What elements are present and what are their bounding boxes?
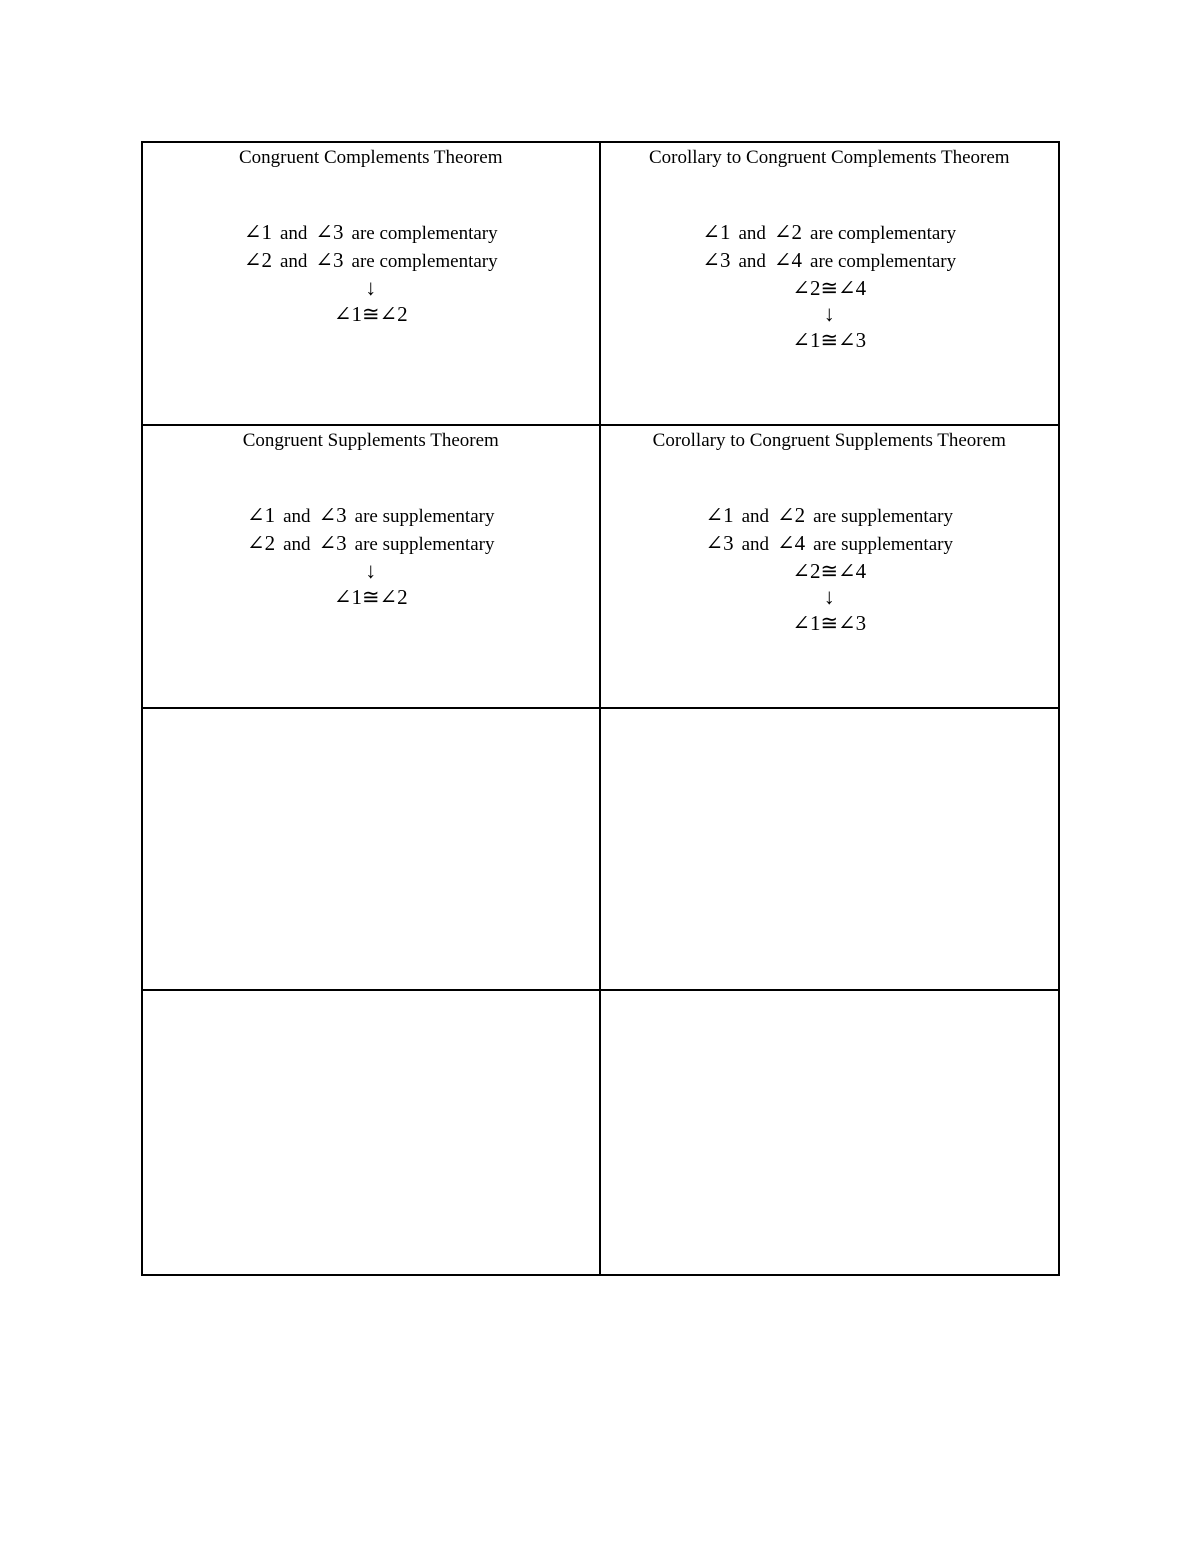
statement-line-1: ∠1 and ∠2 are complementary <box>702 220 957 244</box>
empty-card <box>601 991 1059 1274</box>
card-congruent-complements <box>143 143 601 426</box>
statement-line-1: ∠1 and ∠3 are complementary <box>243 220 498 244</box>
down-arrow-icon: ↓ <box>365 275 377 300</box>
statement-line-2: ∠3 and ∠4 are supplementary <box>705 530 953 555</box>
statement-line-2: ∠3 and ∠4 are complementary <box>702 248 957 272</box>
given-congruence: ∠2≅∠4 <box>792 558 867 583</box>
conclusion: ∠1≅∠2 <box>333 302 408 326</box>
conclusion: ∠1≅∠3 <box>792 610 867 635</box>
card-congruent-supplements <box>143 426 601 709</box>
card-title: Corollary to Congruent Supplements Theorem <box>652 429 1006 451</box>
empty-card <box>143 991 601 1274</box>
empty-card <box>601 709 1059 992</box>
card-body <box>143 219 599 327</box>
card-body <box>143 502 599 610</box>
given-congruence: ∠2≅∠4 <box>792 276 867 300</box>
down-arrow-icon: ↓ <box>823 583 835 609</box>
empty-card <box>143 709 601 992</box>
conclusion: ∠1≅∠3 <box>792 328 867 352</box>
statement-line-1: ∠1 and ∠2 are supplementary <box>705 502 953 527</box>
statement-line-2: ∠2 and ∠3 are complementary <box>243 248 498 272</box>
down-arrow-icon: ↓ <box>365 557 377 583</box>
statement-line-2: ∠2 and ∠3 are supplementary <box>247 530 495 555</box>
statement-line-1: ∠1 and ∠3 are supplementary <box>247 502 495 527</box>
card-title: Corollary to Congruent Complements Theorem <box>648 147 1010 168</box>
card-supplements-corollary <box>601 426 1059 709</box>
card-title: Congruent Supplements Theorem <box>242 429 499 451</box>
conclusion: ∠1≅∠2 <box>333 584 408 609</box>
down-arrow-icon: ↓ <box>823 301 835 326</box>
card-body <box>601 219 1059 353</box>
card-body <box>601 502 1059 636</box>
card-title: Congruent Complements Theorem <box>239 147 503 168</box>
theorem-card-grid <box>141 141 1060 1276</box>
card-complements-corollary <box>601 143 1059 426</box>
